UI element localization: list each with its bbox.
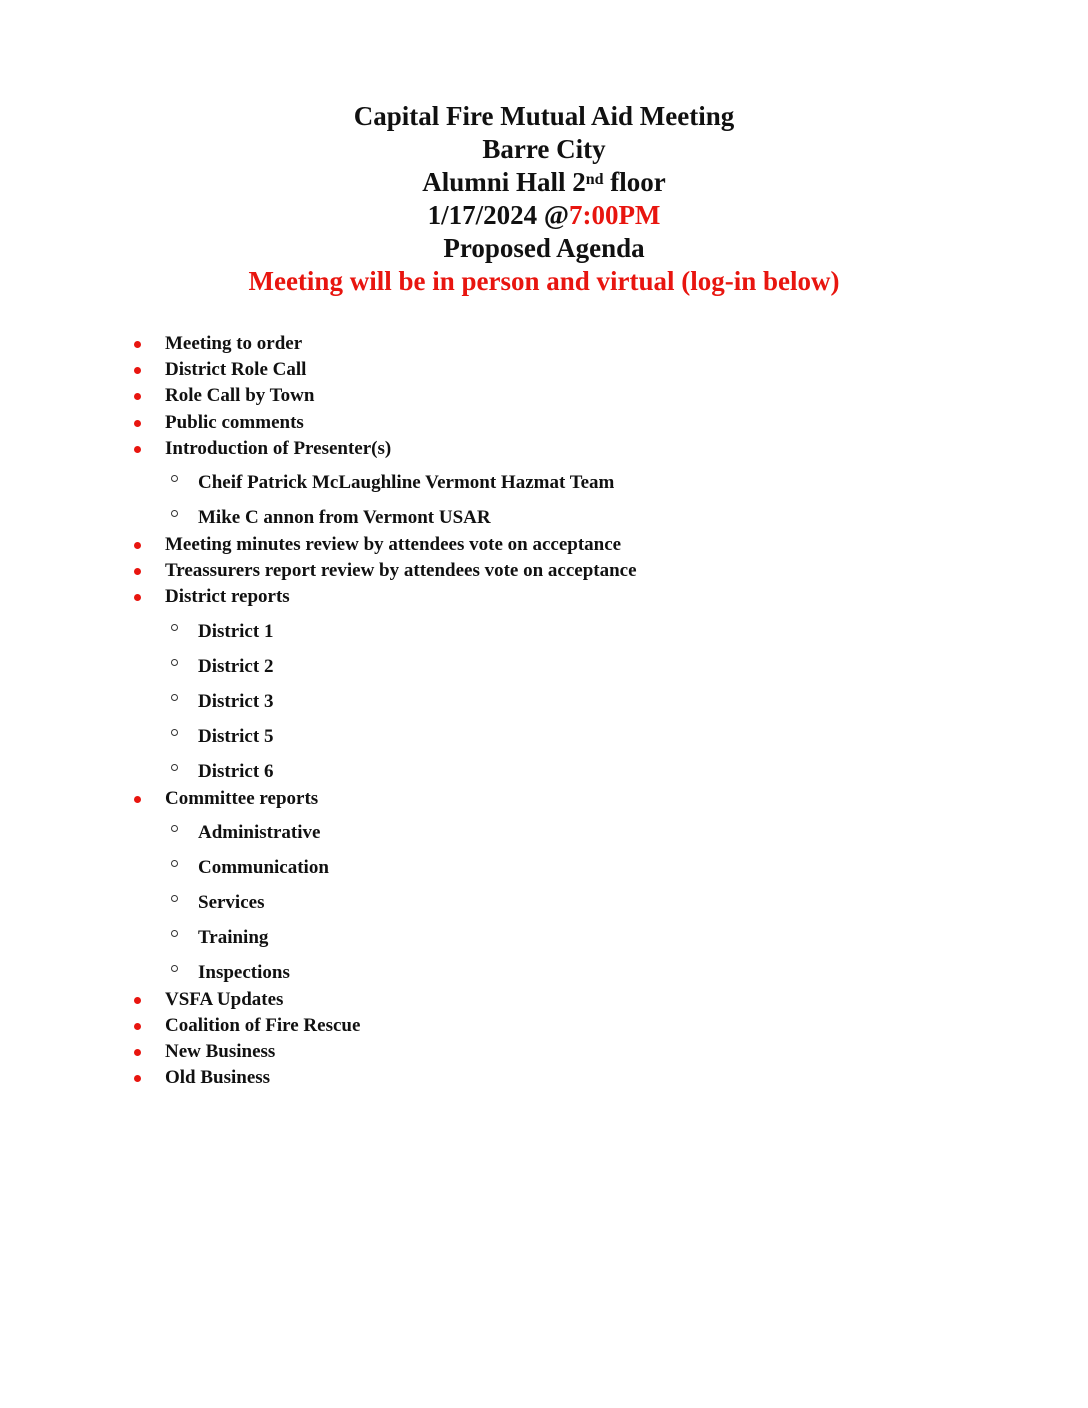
- agenda-item: [0, 357, 1088, 383]
- meeting-datetime: [0, 199, 1088, 232]
- document-header: [0, 100, 1088, 298]
- agenda-subitem: [0, 646, 1088, 681]
- bullet-circle-icon: [171, 764, 178, 771]
- agenda-subitem: [0, 462, 1088, 497]
- agenda-item-label: District Role Call: [165, 359, 307, 381]
- agenda-subitem: [0, 497, 1088, 532]
- agenda-item-label: Public comments: [165, 411, 304, 433]
- bullet-dot-icon: [134, 568, 141, 575]
- agenda-list: [0, 331, 1088, 1091]
- bullet-dot-icon: [134, 446, 141, 453]
- agenda-subitem: [0, 681, 1088, 716]
- bullet-dot-icon: [134, 1049, 141, 1056]
- agenda-item: [0, 1013, 1088, 1039]
- meeting-notice: Meeting will be in person and virtual (log-in below): [248, 266, 840, 296]
- bullet-circle-icon: [171, 694, 178, 701]
- agenda-subitem-label: District 6: [198, 760, 274, 782]
- venue-floor: floor: [603, 167, 666, 197]
- bullet-circle-icon: [171, 624, 178, 631]
- agenda-subitem: [0, 952, 1088, 987]
- agenda-item-label: Treassurers report review by attendees vote on acceptance: [165, 560, 637, 582]
- agenda-subitem-label: District 1: [198, 620, 274, 642]
- agenda-item-label: Meeting to order: [165, 333, 303, 354]
- bullet-dot-icon: [134, 542, 141, 549]
- agenda-subitem: [0, 917, 1088, 952]
- agenda-item-label: Role Call by Town: [165, 385, 315, 407]
- agenda-item-label: Introduction of Presenter(s): [165, 437, 392, 459]
- agenda-item: [0, 1065, 1088, 1091]
- bullet-dot-icon: [134, 420, 141, 427]
- bullet-circle-icon: [171, 965, 178, 972]
- venue-name: Alumni Hall 2: [422, 167, 586, 197]
- agenda-subitem: [0, 716, 1088, 751]
- agenda-subitem: [0, 611, 1088, 646]
- bullet-circle-icon: [171, 860, 178, 867]
- bullet-circle-icon: [171, 659, 178, 666]
- agenda-item: [0, 584, 1088, 610]
- meeting-title: Capital Fire Mutual Aid Meeting: [353, 101, 735, 131]
- agenda-subitem-label: District 2: [198, 655, 274, 677]
- agenda-item-label: New Business: [165, 1041, 276, 1063]
- agenda-item-label: District reports: [165, 586, 290, 608]
- bullet-dot-icon: [134, 1075, 141, 1082]
- agenda-item: [0, 1039, 1088, 1065]
- agenda-item-label: VSFA Updates: [165, 988, 284, 1010]
- bullet-dot-icon: [134, 1023, 141, 1030]
- agenda-item: [0, 436, 1088, 462]
- agenda-item-label: Old Business: [165, 1067, 271, 1089]
- agenda-subitem-label: District 3: [198, 690, 274, 712]
- agenda-subtitle: Proposed Agenda: [443, 233, 645, 263]
- agenda-subitem-label: Communication: [198, 856, 329, 878]
- bullet-dot-icon: [134, 367, 141, 374]
- bullet-circle-icon: [171, 895, 178, 902]
- agenda-subitem: [0, 882, 1088, 917]
- agenda-subitem-label: Services: [198, 891, 265, 913]
- bullet-circle-icon: [171, 729, 178, 736]
- agenda-item: [0, 987, 1088, 1013]
- agenda-subitem-label: Cheif Patrick McLaughline Vermont Hazmat Team: [198, 471, 615, 493]
- bullet-dot-icon: [134, 393, 141, 400]
- bullet-dot-icon: [134, 341, 141, 348]
- bullet-circle-icon: [171, 475, 178, 482]
- agenda-item: [0, 786, 1088, 812]
- agenda-subitem: [0, 847, 1088, 882]
- agenda-item-label: Committee reports: [165, 787, 319, 809]
- agenda-item: [0, 383, 1088, 409]
- agenda-subitem-label: Training: [198, 926, 269, 948]
- agenda-item: [0, 410, 1088, 436]
- venue-ordinal-suffix: nd: [585, 171, 604, 188]
- bullet-dot-icon: [134, 594, 141, 601]
- agenda-item: [0, 558, 1088, 584]
- bullet-circle-icon: [171, 825, 178, 832]
- meeting-venue: [0, 166, 1088, 199]
- agenda-item-label: Coalition of Fire Rescue: [165, 1014, 361, 1036]
- bullet-circle-icon: [171, 510, 178, 517]
- meeting-date: 1/17/2024 @: [427, 200, 569, 230]
- agenda-subitem-label: Inspections: [198, 961, 290, 983]
- meeting-time: 7:00PM: [568, 200, 661, 230]
- agenda-subitem-label: District 5: [198, 725, 274, 747]
- agenda-item-label: Meeting minutes review by attendees vote on acceptance: [165, 533, 622, 555]
- bullet-dot-icon: [134, 796, 141, 803]
- agenda-subitem: [0, 812, 1088, 847]
- agenda-item: [0, 532, 1088, 558]
- agenda-subitem-label: Administrative: [198, 821, 321, 843]
- bullet-dot-icon: [134, 997, 141, 1004]
- meeting-city: Barre City: [482, 134, 606, 164]
- agenda-item: [0, 331, 1088, 357]
- bullet-circle-icon: [171, 930, 178, 937]
- agenda-subitem: [0, 751, 1088, 786]
- agenda-subitem-label: Mike C annon from Vermont USAR: [198, 506, 491, 528]
